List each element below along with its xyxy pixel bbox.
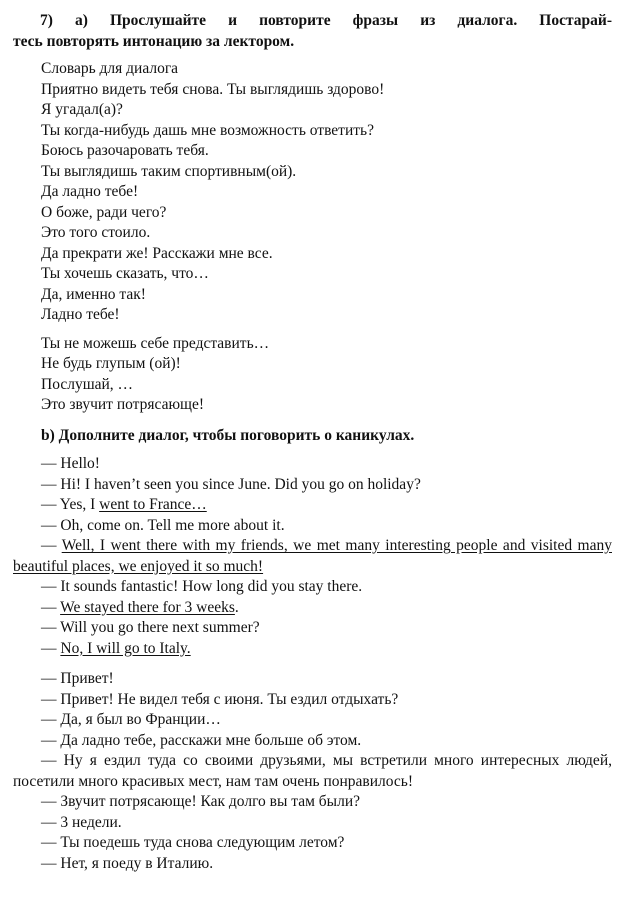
- dialog-text: —: [41, 537, 62, 554]
- dialog-line-en: [13, 495, 612, 516]
- dialog-line-en: [13, 598, 612, 619]
- dialog-line-en: [13, 639, 612, 660]
- dialog-line-ru: — Да, я был во Франции…: [41, 711, 221, 728]
- dialog-underlined-text: No, I will go to Italy.: [60, 639, 191, 657]
- dialog-line-en: [13, 536, 612, 577]
- dialog-line-en: [13, 618, 612, 639]
- section-b-heading: b) Дополните диалог, чтобы поговорить о каникулах.: [41, 426, 415, 444]
- vocab-item: О боже, ради чего?: [41, 203, 167, 221]
- vocab-title: Словарь для диалога: [41, 60, 179, 77]
- dialog-line-en: [13, 516, 612, 537]
- vocab-item: Ты хочешь сказать, что…: [41, 265, 209, 282]
- vocab-item: Да ладно тебе!: [41, 183, 139, 200]
- dialog-line-en: [13, 454, 612, 475]
- spacer: [13, 659, 612, 669]
- dialog-line-en: [13, 577, 612, 598]
- dialog-text: — It sounds fantastic! How long did you stay there.: [41, 578, 363, 595]
- dialog-line-ru: — Привет!: [41, 670, 114, 687]
- vocab-item: Это того стоило.: [41, 224, 151, 241]
- dialog-text: — Yes, I: [41, 496, 100, 513]
- dialog-line-ru: — Звучит потрясающе! Как долго вы там были?: [41, 793, 361, 810]
- vocab-item: Ладно тебе!: [41, 306, 120, 323]
- vocab-item: Да прекрати же! Расскажи мне все.: [41, 244, 273, 262]
- vocab-item: Послушай, …: [41, 375, 134, 393]
- vocab-item: Да, именно так!: [41, 285, 146, 303]
- dialog-text: — Hello!: [41, 455, 100, 472]
- exercise-heading-line1: 7) а) Прослушайте и повторите фразы из диалога. Постарай-: [40, 12, 612, 29]
- dialog-text: —: [41, 598, 61, 616]
- vocabulary-list: [13, 59, 612, 416]
- vocab-item: Ты когда-нибудь дашь мне возможность ответить?: [41, 121, 374, 139]
- dialog-english: [13, 454, 612, 659]
- dialog-underlined-text: Well, I went there with my friends, we met many interesting people and visited many beautiful places, we enjoyed it so much!: [13, 537, 612, 575]
- vocab-item: Приятно видеть тебя снова. Ты выглядишь здорово!: [41, 80, 385, 98]
- dialog-russian: [13, 669, 612, 874]
- vocab-item: Ты не можешь себе представить…: [41, 334, 270, 352]
- dialog-line-ru: — Нет, я поеду в Италию.: [41, 854, 214, 872]
- dialog-text-post: .: [234, 598, 239, 616]
- dialog-underlined-text: went to France…: [99, 496, 207, 513]
- dialog-line-ru: — Привет! Не видел тебя с июня. Ты ездил отдыхать?: [41, 690, 399, 708]
- vocab-item: Боюсь разочаровать тебя.: [41, 142, 209, 159]
- vocab-item: Это звучит потрясающе!: [41, 396, 205, 413]
- dialog-text: — Oh, come on. Tell me more about it.: [41, 516, 285, 534]
- dialog-underlined-text: We stayed there for 3 weeks: [60, 598, 235, 616]
- vocab-item: Я угадал(а)?: [41, 101, 123, 118]
- dialog-line-ru: — 3 недели.: [41, 813, 122, 831]
- dialog-line-en: [13, 475, 612, 496]
- vocab-item: Не будь глупым (ой)!: [41, 355, 181, 372]
- dialog-line-ru: — Да ладно тебе, расскажи мне больше об этом.: [41, 731, 362, 749]
- dialog-text: —: [41, 639, 61, 657]
- dialog-text: — Will you go there next summer?: [41, 619, 260, 636]
- exercise-heading-line2: тесь повторять интонацию за лектором.: [13, 32, 295, 50]
- spacer: [13, 326, 612, 334]
- dialog-text: — Hi! I haven’t seen you since June. Did you go on holiday?: [41, 475, 421, 493]
- vocab-item: Ты выглядишь таким спортивным(ой).: [41, 162, 297, 180]
- dialog-line-ru: — Ты поедешь туда снова следующим летом?: [41, 834, 345, 851]
- dialog-line-ru: — Ну я ездил туда со своими друзьями, мы встретили много интересных людей, посетили много красивых мест, нам там очень понравилось!: [13, 752, 612, 790]
